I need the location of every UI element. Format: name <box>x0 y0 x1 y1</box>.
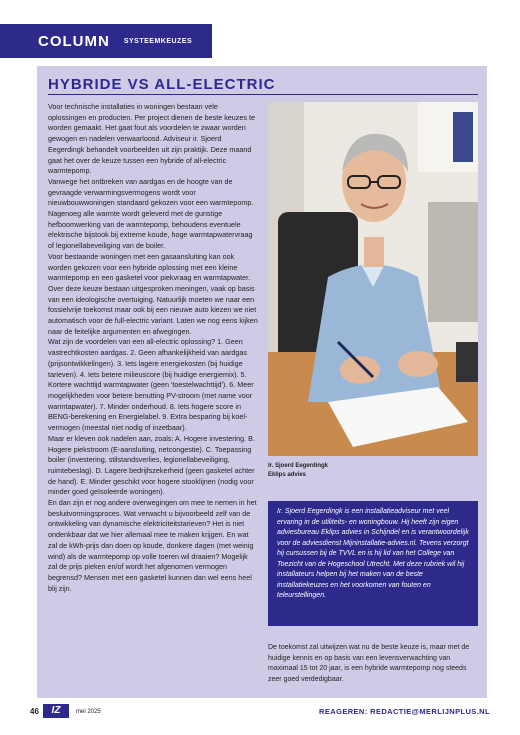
magazine-logo: IZ <box>43 704 69 718</box>
article-body <box>48 102 258 594</box>
column-category: SYSTEEMKEUZES <box>123 37 193 45</box>
column-header-bar <box>0 24 212 58</box>
caption-name: Ir. Sjoerd Eegerdingk <box>268 463 329 469</box>
author-photo-illustration <box>268 102 478 456</box>
closing-paragraph: De toekomst zal uitwijzen wat nu de beste keuze is, maar met de huidige kennis en op basis van een levensverwachting van maximaal 15 tot 20 jaar, is een hybride warmtepomp nog steeds zeer goed verdedigbaar. <box>268 644 470 683</box>
photo-caption <box>268 462 478 480</box>
issue-date: mei 2025 <box>76 709 101 715</box>
title-divider <box>48 94 478 95</box>
contact-email[interactable]: REAGEREN: REDACTIE@MERLIJNPLUS.NL <box>319 707 490 716</box>
paragraph-considerations: En dan zijn er nog andere overwegingen om mee te nemen in het besluitvormingsproces. Wat verwacht u bijvoorbeeld zelf van de ontwikkeling van dynamische elektriciteitstarieven? Het is niet ondenkbaar dat we hier allemaal mee te maken krijgen. En wat zal de kWh-prijs dan doen op koude, donkere dagen (met weinig wind) als de warmtepomp op volle toeren wil draaien? Mogelijk zal de prijs pieken en/of wordt het afgenomen vermogen begrensd? Mensen met een gasketel kunnen dan wel eens heel blij zijn. <box>48 498 257 593</box>
article-title: HYBRIDE VS ALL-ELECTRIC <box>48 76 276 93</box>
author-bio: Ir. Sjoerd Eegerdingk is een installatieadviseur met veel ervaring in de utiliteits- en woningbouw. Hij heeft zijn eigen adviesbureau Eklips advies in Schijndel en is verantwoordelijk voor de adviesdienst Mijninstallatie-advies.nl. Tevens verzorgt hij cursussen bij de TVVL en is hij lid van het College van Toezicht van de Hogeschool Utrecht. Met deze rubriek wil hij installateurs helpen bij het maken van de beste installatiekeuzes en het voorkomen van fouten en teleurstellingen. <box>277 508 469 599</box>
paragraph-disadvantages: Maar er kleven ook nadelen aan, zoals: A. Hogere investering. B. Hogere piekstroom (E-aansluiting, netcongestie). C. Toepassing boiler (investering, stilstandsverlies, legionellabeveiliging, ruimtebeslag). D. Lagere bedrijfszekerheid (geen gasketel achter de hand). E. Minder geschikt voor hogere stooklijnen (nodig voor minder goed geïsoleerde woningen). <box>48 433 255 497</box>
paragraph-intro: Voor technische installaties in woningen bestaan vele oplossingen en producten. Per project dienen de beste keuzes te worden gemaakt. Het gaat fout als voordelen te zwaar worden gewogen en nadelen verwaarloosd. Adviseur ir. Sjoerd Eegerdingk behandelt voorbeelden uit zijn praktijk. Deze maand gaat het over de keuze tussen een hybride of all-electric warmtepomp. <box>48 102 255 176</box>
author-photo <box>268 102 478 456</box>
paragraph-existing: Voor bestaande woningen met een gasaansluiting kan ook worden gekozen voor een hybride oplossing met een kleine warmtepomp en een gasketel voor piekvraag en warmtapwater. Over deze keuze bestaan uitgesproken meningen, vaak op basis van een ideologische overtuiging. Natuurlijk moeten we naar een fossielvrije toekomst maar ook bij een nieuwe auto kiezen we niet automatisch voor de full-electric variant. Laten we nog eens kijken naar de feitelijke argumenten en afwegingen. <box>48 251 258 336</box>
paragraph-advantages: Wat zijn de voordelen van een all-electric oplossing? 1. Geen vastrechtkosten aardgas. 2. Geen afhankelijkheid van aardgas (prijsontwikkelingen). 3. Iets lagere energiekosten (bij huidige tarieven). 4. Iets betere milieuscore (bij huidige energiemix). 5. Kortere wachttijd warmtapwater (geen 'toestelwachttijd'). 6. Meer mogelijkheden voor betere benutting PV-stroom (met name voor warmtapwater). 7. Minder onderhoud. 8. Iets hogere score in BENG-berekening en Energielabel. 9. Extra besparing bij koel-vermogen (meestal niet nodig of inzetbaar). <box>48 337 254 433</box>
column-label: COLUMN <box>38 32 110 50</box>
caption-organization: Eklips advies <box>268 472 307 478</box>
page-number: 46 <box>30 707 39 716</box>
paragraph-newbuild: Vanwege het ontbreken van aardgas en de hoogte van de gevraagde verwarmingsvermogens wordt voor nieuwbouwwoningen standaard gekozen voor een warmtepomp. Nagenoeg alle warmte wordt geleverd met de gunstige hefboomwerking van de warmtepomp, behoudens eventuele elektrische bijstook bij extreme koude, hoge warmtapwatervraag of legionellabeveiliging van de boiler. <box>48 176 254 251</box>
